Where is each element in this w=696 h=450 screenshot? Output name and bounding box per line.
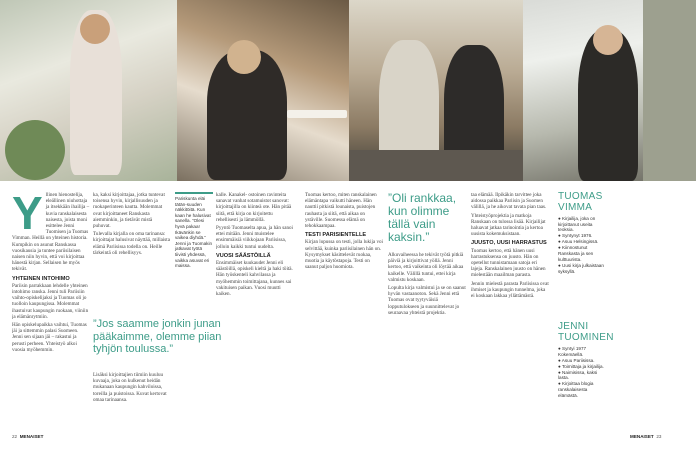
body-paragraph: Jennin mielestä parasta Pariisissa ovat ihmiset ja kaupungin tunnelma, joka ei koskaan lakkaa yllättämästä. bbox=[471, 280, 549, 300]
page-number: 22 bbox=[12, 434, 18, 439]
column-2-top bbox=[93, 192, 171, 312]
photo-cafe-man bbox=[177, 0, 349, 181]
heading-testi-parisientelle: TESTI PARISIENTELLE bbox=[305, 232, 367, 239]
body-paragraph: Pyyntö Tuomaselta apua, ja hän sanoi ettei mitään. Jenni muistelee ensimmäisiä viikkojaan Pariisissa, jolloin kaikki tuntui uudelta. bbox=[216, 225, 293, 250]
magazine-name: MENAISET bbox=[630, 434, 654, 439]
bio-fact: ● Asuu Pariisissa. bbox=[558, 357, 595, 363]
photo-strip bbox=[0, 0, 696, 181]
column-5 bbox=[388, 252, 466, 432]
body-paragraph: Hän opiskelupaikka vaihtui, Tuomas jäi ja sittemmin palasi Suomeen. Jenni sen sijaan jäi – rakastui ja perusti perheen. Yhteistyö alkoi vuosia myöhemmin. bbox=[12, 322, 87, 353]
bio-first-name: TUOMAS bbox=[558, 191, 603, 202]
body-paragraph: Yhteistyöprojektia ja matkoja Ranskaan on tulossa lisää. Kirjailijat haluavat jatkaa tarinointia ja kertoa uusista kokemuksistaan. bbox=[471, 212, 546, 238]
page-number: 23 bbox=[656, 434, 662, 439]
body-paragraph: Tulevalla kirjalla on oma tarinansa: kirjoittajat halusivat näyttää, millaista elämä Pariisissa todella on. Heille tärkeintä oli rehellisyys. bbox=[93, 231, 170, 256]
pull-quote-2: ”Oli rankkaa, kun olimme tällä vain kaksin.” bbox=[388, 191, 457, 244]
body-paragraph: Lopulta kirja valmistui ja se on saanut hyvän vastaanoton. Sekä Jenni että Tuomas ovat tyytyväisiä lopputulokseen ja suunnittelevat jo seuraavaa yhteistä projektia. bbox=[388, 285, 466, 316]
bio-fact: ● Kirjoittaa blogia ranskalaisesta elämästä. bbox=[558, 381, 594, 398]
column-2-bottom bbox=[93, 372, 171, 432]
body-paragraph: Tuomas kertoo, että hänen uusi harrastuksensa on juusto. Hän on opetellut tunnistamaan satoja eri lajeja. Ranskalainen juusto on hänen mielestään maailman parasta. bbox=[471, 247, 546, 279]
bio-fact: ● Naimisissa, kaksi lasta. bbox=[558, 369, 598, 381]
bio-fact: ● Toimittaja ja kirjailija. bbox=[558, 363, 604, 369]
pull-quote-1: ”Jos saamme jonkin junan pääkaimme, olemme piian tyhjön toulussa.” bbox=[93, 318, 222, 355]
heading-juusto-uusi-harrastus: JUUSTO, UUSI HARRASTUS bbox=[471, 240, 547, 247]
bio-fact: ● Kirjailija, joka on kirjoittanut useita teoksia. bbox=[558, 216, 596, 233]
intro-paragraph: llinen hienostelija, eleällinen niuhottaja ja itsekkään ihailija – kuvia ranskalaisesta naisesta, joista moni esittelee Jenni Tuomisen ja Tuomas Vimman. Heillä on yhteinen historia. Kumpikin on asunut Ranskassa vuosikausia ja tuntee pariisilaisen naisen niin hyvin, että voi kirjoittaa hänestä kirjan. Sellaisen he myös tekivät. bbox=[12, 192, 90, 273]
bio-facts-tuomas bbox=[558, 216, 608, 275]
column-1 bbox=[12, 192, 90, 432]
photo-couple-cafe bbox=[349, 0, 523, 181]
magazine-name: MENAISET bbox=[19, 434, 44, 439]
column-3 bbox=[216, 192, 294, 432]
drop-cap: Y bbox=[12, 192, 43, 239]
body-paragraph: kalle. Kanakel- ostoinen ravinteita sanavat vanhat sotamuistot sanovat: kirjoittajilla on kiinteä ote. Hän pitää siitä, että kirja on kirjoitettu rehellisesti ja lämmöllä. bbox=[216, 192, 292, 223]
bio-name-tuomas bbox=[558, 192, 658, 213]
column-6 bbox=[471, 192, 549, 432]
body-paragraph: Lisäksi kirjoittajien tiimiin kuuluu kuvaaja, joka on kulkenut heidän mukanaan kaupungin kahviloissa, toreilla ja puistoissa. Kuvat kertovat omaa tarinaansa. bbox=[93, 372, 167, 403]
body-paragraph: Alkuvaiheessa he tekivät työtä pitkiä päiviä ja kirjoittivat yöllä. Jenni kertoo, että vaikeinta oli löytää aikaa kaikelle. Välillä tuntui, ettei kirja valmistu koskaan. bbox=[388, 252, 464, 283]
bio-name-jenni bbox=[558, 322, 658, 343]
body-paragraph: Kirjan lopussa on testi, jolla lukija voi selvittää, kuinka pariisilainen hän on. Kysymykset käsittelevät ruokaa, muotia ja käytöstapoja. Testi on saanut paljon huomiota. bbox=[305, 239, 383, 271]
column-4 bbox=[305, 192, 383, 432]
photo-street-woman bbox=[523, 0, 696, 181]
footer-left bbox=[12, 434, 43, 439]
photo-caption bbox=[175, 192, 213, 269]
bio-fact: ● Uusi kirja julkaistaan syksyllä. bbox=[558, 262, 604, 274]
body-paragraph: taa elämää. Ilpikäkin tarvittee joka aidossa paikkaa Pariisin ja Suomen välillä, ja he aikovat tavata pian taas. bbox=[471, 192, 547, 211]
bio-first-name: JENNI bbox=[558, 321, 589, 332]
bio-fact: ● Asuu Helsingissä. bbox=[558, 239, 599, 245]
footer-right bbox=[630, 434, 661, 439]
photo-woman-flowers bbox=[0, 0, 177, 181]
body-paragraph: Tuomas kertoo, miten ranskalainen elämäntapa vaikutti häneen. Hän nauttii pitkistä lounaista, puistojen rauhasta ja siitä, että aikaa on ystäville. Suomessa elämä on tehokkaampaa. bbox=[305, 192, 377, 230]
body-paragraph: ka, kaksi kirjoittajaa, jotka tuntevat toisensa hyvin, kirjallisuuden ja ruokaperinteen kautta. Molemmat ovat kirjoittaneet Ranskasta aiemminkin, ja tietävät mistä puhuvat. bbox=[93, 192, 165, 230]
body-paragraph: Pariisin parrakkaan lehdelle yhteinen intohimo ranska. Jenni tuli Pariisiin vaihto-opiskelijaksi ja Tuomas oli jo tuolloin kaupungissa. Molemmat ihastuivat kaupungin ruokaan, viiniin ja elämänrytmiin. bbox=[12, 282, 89, 320]
bio-fact: ● Kiinnostunut Ranskasta ja sen kulttuurista. bbox=[558, 245, 594, 262]
caption-text: Pariskunta eläi tätän-suuden näkkitöitä. Kun kaan he halusivat sanella. ”Olesi hyvä pakaa! Ikävänkin se vaikea diyhdä.” Jenni ja Tuomakin jatkavat työtä tiivisti yhdessä, vaikka asuvat eri maissa. bbox=[175, 196, 213, 269]
heading-yhteinen-intohimo: YHTEINEN INTOHIMO bbox=[12, 275, 70, 282]
heading-vuosi-saastoilla: VUOSI SÄÄSTÖILLÄ bbox=[216, 252, 271, 259]
bio-last-name: TUOMINEN bbox=[558, 331, 614, 343]
bio-last-name: VIMMA bbox=[558, 201, 593, 213]
bio-fact: ● Syntyi 1977 Kokemäellä. bbox=[558, 346, 587, 357]
caption-rule bbox=[175, 192, 213, 194]
body-paragraph: Ensimmäiset kuukaudet Jenni eli säästöillä, opiskeli kieltä ja haki töitä. Hän työskenteli kahvilassa ja myöhemmin toimittajana, kunnes sai vakituisen paikan. Vuosi muutti kaiken. bbox=[216, 260, 293, 298]
bio-fact: ● Syntynyt 1976. bbox=[558, 233, 593, 239]
bio-facts-jenni bbox=[558, 346, 608, 399]
